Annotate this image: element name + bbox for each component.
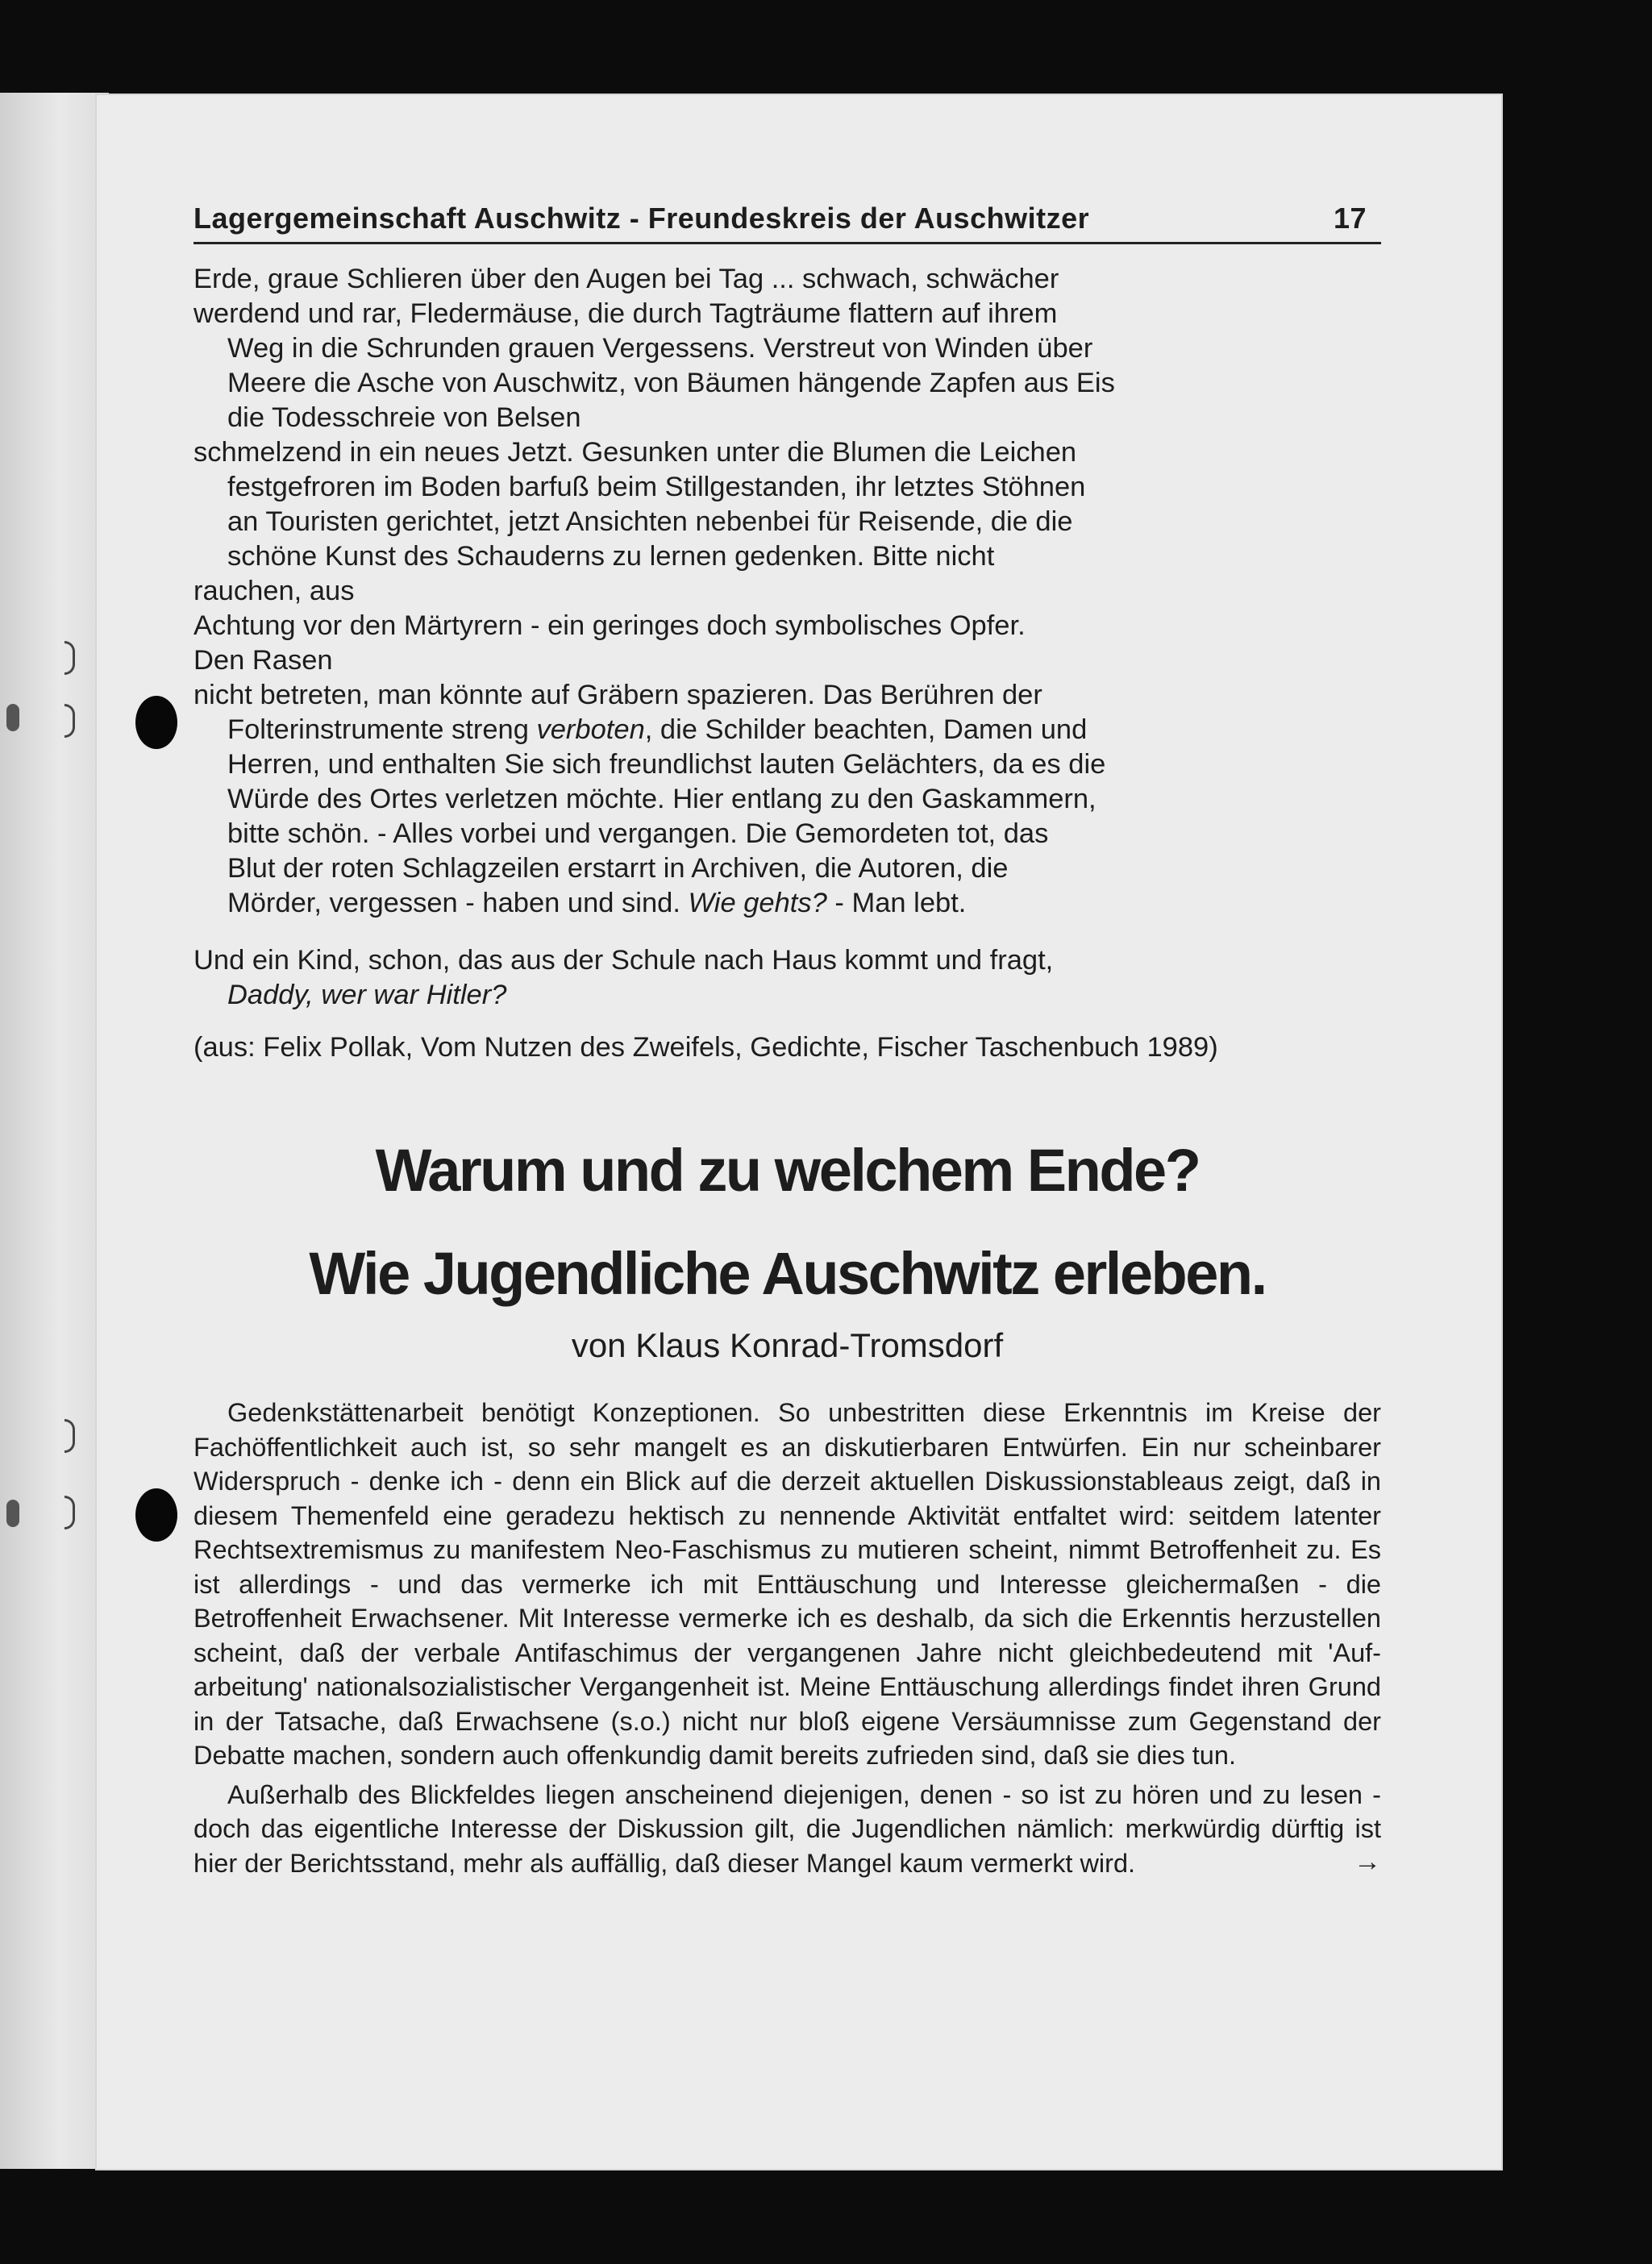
binder-edge [0,93,109,2169]
binder-ring-dot [6,1500,19,1527]
binder-ring-mark [64,1419,75,1453]
continue-arrow-icon: → [1354,1846,1381,1877]
running-header [193,202,1381,244]
poem-closing-line: Und ein Kind, schon, das aus der Schule nach Haus kommt und fragt, [193,945,1054,976]
binder-ring-mark [64,641,75,675]
poem-line: Den Rasen [193,645,333,676]
poem-line: Herren, und enthalten Sie sich freundlichst lauten Gelächters, da es die [227,749,1106,780]
poem-line: bitte schön. - Alles vorbei und vergangen. Die Gemordeten tot, das [227,818,1049,849]
poem-line: Mörder, vergessen - haben und sind. Wie gehts? - Man lebt. [227,888,967,918]
poem-citation: (aus: Felix Pollak, Vom Nutzen des Zweifels, Gedichte, Fischer Taschenbuch 1989) [193,1032,1218,1063]
header-title: Lagergemeinschaft Auschwitz - Freundeskreis der Auschwitzer [193,202,1090,235]
binder-ring-mark [64,704,75,738]
poem-line: Würde des Ortes verletzen möchte. Hier entlang zu den Gaskammern, [227,784,1096,814]
article-title: Warum und zu welchem Ende? [375,1137,1200,1204]
article-subtitle: Wie Jugendliche Auschwitz erleben. [309,1240,1266,1307]
poem [193,262,1381,921]
article-author: von Klaus Konrad-Tromsdorf [571,1326,1004,1364]
poem-line: schmelzend in ein neues Jetzt. Gesunken unter die Blumen die Leichen [193,437,1077,468]
poem-line: Achtung vor den Märtyrern - ein geringes doch symbolisches Opfer. [193,610,1026,641]
poem-line: Folterinstrumente streng verboten, die Schilder beachten, Damen und [227,714,1088,745]
poem-line: rauchen, aus [193,576,355,606]
poem-line: Meere die Asche von Auschwitz, von Bäumen hängende Zapfen aus Eis [227,368,1115,398]
poem-line: festgefroren im Boden barfuß beim Stillgestanden, ihr letztes Stöhnen [227,472,1086,502]
poem-line: werdend und rar, Fledermäuse, die durch Tagträume flattern auf ihrem [193,298,1058,329]
page-number: 17 [1333,202,1367,235]
poem-closing [193,943,1381,1013]
poem-line: die Todesschreie von Belsen [227,402,581,433]
page-content [193,202,1381,1878]
article-paragraph: Gedenkstättenarbeit benötigt Konzeptionen. So unbestritten diese Erkenntnis im Kreise der Fachöffentlichkeit auch ist, so sehr mangelt es an diskutierbaren Entwürfen. Ein nur scheinbarer Widerspruch - denke ich - denn ein Blick auf die derzeit aktuellen Diskussionstableaus zeigt, daß in diesem Themenfeld eine geradezu hektisch zu nennende Aktivität entfaltet wird: seitdem latenter Rechtsextremismus zu manifestem Neo-Faschismus zu mutieren scheint, nimmt Betroffenheit zu. Es ist allerdings - und das vermerke ich mit Enttäuschung und Interesse gleichermaßen - die Betroffenheit Erwachsener. Mit Interesse vermerke ich es deshalb, da sich die Erkenntis herzustellen scheint, daß der verbale Antifaschimus der vergangenen Jahre nicht gleichbedeutend mit 'Auf-arbeitung' nationalsozialistischer Vergangenheit ist. Meine Enttäuschung allerdings findet ihren Grund in der Tatsache, daß Erwachsene (s.o.) nicht nur bloß eigene Versäumnisse zum Gegenstand der Debatte machen, sondern auch offenkundig damit bereits zufrieden sind, daß sie dies tun. [193,1398,1381,1770]
poem-closing-line: Daddy, wer war Hitler? [227,980,507,1010]
binder-ring-mark [64,1496,75,1529]
poem-line: Weg in die Schrunden grauen Vergessens. Verstreut von Winden über [227,333,1093,364]
poem-line: Erde, graue Schlieren über den Augen bei Tag ... schwach, schwächer [193,264,1059,294]
poem-line: schöne Kunst des Schauderns zu lernen gedenken. Bitte nicht [227,541,995,572]
binder-ring-dot [6,704,19,731]
poem-line: Blut der roten Schlagzeilen erstarrt in Archiven, die Autoren, die [227,853,1009,884]
punch-hole [135,1488,177,1542]
poem-line: an Touristen gerichtet, jetzt Ansichten nebenbei für Reisende, die die [227,506,1073,537]
poem-line: nicht betreten, man könnte auf Gräbern spazieren. Das Berühren der [193,680,1042,710]
article-body [193,1396,1381,1880]
article-paragraph: Außerhalb des Blickfeldes liegen anscheinend diejenigen, denen - so ist zu hören und zu lesen - doch das eigentliche Interesse der Diskussion gilt, die Jugendlichen nämlich: merkwürdig dürftig ist hier der Berichtsstand, mehr als auffällig, daß dieser Mangel kaum vermerkt wird. [193,1779,1381,1878]
punch-hole [135,696,177,749]
